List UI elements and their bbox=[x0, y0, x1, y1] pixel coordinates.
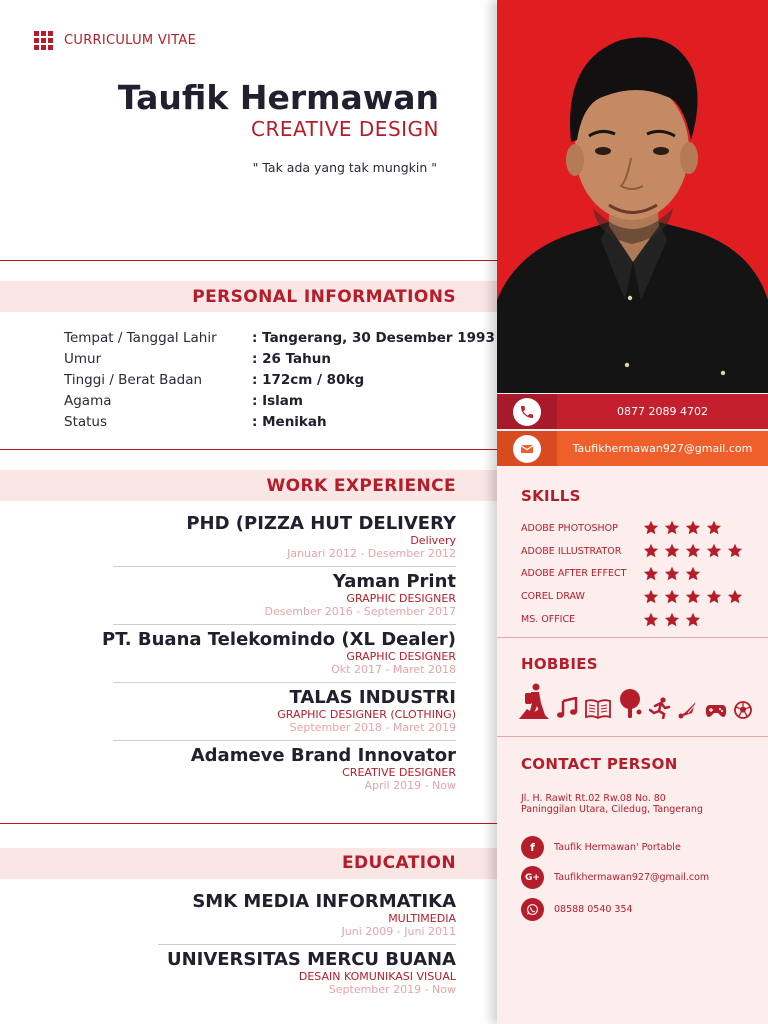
star-rating bbox=[643, 566, 701, 582]
book-icon bbox=[585, 699, 611, 719]
phone-bar bbox=[497, 394, 768, 429]
sidebar bbox=[497, 0, 768, 1024]
star-rating bbox=[643, 520, 722, 536]
info-value: : Tangerang, 30 Desember 1993 bbox=[252, 330, 495, 347]
star-icon bbox=[685, 612, 701, 628]
star-icon bbox=[664, 543, 680, 559]
work-date: Januari 2012 - Desember 2012 bbox=[287, 547, 456, 560]
hiking-icon bbox=[519, 683, 549, 719]
star-icon bbox=[664, 589, 680, 605]
work-company: Yaman Print bbox=[332, 571, 456, 592]
work-item bbox=[102, 514, 456, 561]
star-icon bbox=[664, 612, 680, 628]
address-line: Paninggilan Utara, Ciledug, Tangerang bbox=[521, 804, 703, 815]
entry-divider bbox=[113, 682, 456, 683]
facebook-icon: f bbox=[521, 836, 544, 859]
work-list bbox=[102, 514, 456, 793]
section-title-personal: PERSONAL INFORMATIONS bbox=[192, 287, 456, 307]
info-value: : 26 Tahun bbox=[252, 351, 331, 368]
work-date: Okt 2017 - Maret 2018 bbox=[331, 663, 456, 676]
sidebar-divider bbox=[497, 637, 768, 638]
work-item bbox=[102, 630, 456, 677]
info-label: Agama bbox=[64, 392, 112, 409]
work-item bbox=[102, 688, 456, 735]
work-position: CREATIVE DESIGNER bbox=[342, 766, 456, 779]
work-position: Delivery bbox=[410, 534, 456, 547]
skill-name: MS. OFFICE bbox=[521, 614, 576, 626]
contact-person-title: CONTACT PERSON bbox=[521, 755, 678, 773]
education-item bbox=[158, 892, 456, 939]
info-label: Umur bbox=[64, 351, 102, 368]
address bbox=[521, 793, 703, 815]
school-name: UNIVERSITAS MERCU BUANA bbox=[166, 949, 456, 970]
work-date: April 2019 - Now bbox=[364, 779, 456, 792]
info-value: : Islam bbox=[252, 392, 303, 409]
email-bar bbox=[497, 431, 768, 466]
star-rating bbox=[643, 612, 701, 628]
star-icon bbox=[685, 566, 701, 582]
section-title-education: EDUCATION bbox=[341, 853, 456, 873]
section-title-work: WORK EXPERIENCE bbox=[266, 476, 456, 496]
badminton-icon bbox=[678, 699, 698, 719]
person-name: Taufik Hermawan bbox=[117, 78, 439, 117]
star-icon bbox=[685, 543, 701, 559]
google-plus-icon: G+ bbox=[521, 866, 544, 889]
contact-text: Taufikhermawan927@gmail.com bbox=[554, 872, 710, 883]
school-major: DESAIN KOMUNIKASI VISUAL bbox=[298, 970, 456, 983]
skill-row bbox=[521, 540, 743, 563]
star-icon bbox=[664, 520, 680, 536]
skill-row bbox=[521, 517, 743, 540]
cv-label-text: CURRICULUM VITAE bbox=[64, 33, 197, 48]
email-address[interactable]: Taufikhermawan927@gmail.com bbox=[572, 442, 753, 455]
info-value: : Menikah bbox=[252, 413, 327, 430]
info-row bbox=[64, 390, 495, 411]
info-row bbox=[64, 411, 495, 432]
contact-text: 08588 0540 354 bbox=[554, 904, 633, 915]
info-value: : 172cm / 80kg bbox=[252, 371, 365, 388]
star-icon bbox=[706, 520, 722, 536]
work-position: GRAPHIC DESIGNER bbox=[346, 592, 456, 605]
entry-divider bbox=[113, 624, 456, 625]
school-major: MULTIMEDIA bbox=[388, 912, 456, 925]
info-label: Tinggi / Berat Badan bbox=[64, 371, 203, 388]
star-icon bbox=[643, 543, 659, 559]
person-role: CREATIVE DESIGN bbox=[250, 117, 439, 141]
work-position: GRAPHIC DESIGNER bbox=[346, 650, 456, 663]
school-date: Juni 2009 - Juni 2011 bbox=[341, 925, 456, 938]
music-icon bbox=[556, 697, 578, 719]
skill-row bbox=[521, 585, 743, 608]
star-icon bbox=[685, 520, 701, 536]
school-date: September 2019 - Now bbox=[328, 983, 456, 996]
skill-row bbox=[521, 563, 743, 586]
school-name: SMK MEDIA INFORMATIKA bbox=[192, 891, 456, 912]
star-icon bbox=[643, 612, 659, 628]
work-company: PT. Buana Telekomindo (XL Dealer) bbox=[102, 629, 456, 650]
work-company: PHD (PIZZA HUT DELIVERY bbox=[186, 513, 456, 534]
skill-name: ADOBE PHOTOSHOP bbox=[521, 522, 618, 534]
work-company: Adameve Brand Innovator bbox=[190, 745, 456, 766]
work-item bbox=[102, 746, 456, 793]
star-icon bbox=[664, 566, 680, 582]
skills-list bbox=[521, 517, 743, 631]
running-icon bbox=[649, 697, 671, 719]
ping-pong-icon bbox=[618, 689, 642, 719]
education-list bbox=[158, 892, 456, 997]
hobbies-title: HOBBIES bbox=[521, 655, 598, 673]
hobbies-icons bbox=[519, 683, 752, 719]
info-row bbox=[64, 370, 495, 391]
contact-google-plus[interactable] bbox=[521, 866, 709, 889]
star-icon bbox=[643, 520, 659, 536]
contact-facebook[interactable] bbox=[521, 836, 681, 859]
personal-info-list bbox=[64, 328, 495, 432]
whatsapp-icon bbox=[521, 898, 544, 921]
skill-name: ADOBE AFTER EFFECT bbox=[521, 568, 627, 580]
star-icon bbox=[706, 543, 722, 559]
cv-label bbox=[34, 31, 196, 50]
entry-divider bbox=[113, 566, 456, 567]
profile-photo bbox=[497, 0, 768, 393]
work-position: GRAPHIC DESIGNER (CLOTHING) bbox=[277, 708, 456, 721]
contact-whatsapp[interactable] bbox=[521, 898, 633, 921]
address-line: Jl. H. Rawit Rt.02 Rw.08 No. 80 bbox=[521, 793, 666, 804]
phone-icon bbox=[513, 398, 541, 426]
work-item bbox=[102, 572, 456, 619]
star-icon bbox=[727, 589, 743, 605]
envelope-icon bbox=[513, 435, 541, 463]
skill-name: COREL DRAW bbox=[521, 591, 585, 603]
skill-row bbox=[521, 608, 743, 631]
personal-quote: " Tak ada yang tak mungkin " bbox=[252, 160, 437, 175]
entry-divider bbox=[113, 740, 456, 741]
divider bbox=[0, 260, 497, 261]
sidebar-divider bbox=[497, 736, 768, 737]
info-label: Tempat / Tanggal Lahir bbox=[64, 330, 217, 347]
phone-number[interactable]: 0877 2089 4702 bbox=[617, 405, 708, 418]
star-rating bbox=[643, 589, 743, 605]
work-company: TALAS INDUSTRI bbox=[289, 687, 456, 708]
education-item bbox=[158, 950, 456, 997]
divider bbox=[0, 823, 497, 824]
skill-name: ADOBE ILLUSTRATOR bbox=[521, 545, 622, 557]
star-icon bbox=[727, 543, 743, 559]
entry-divider bbox=[158, 944, 456, 945]
work-date: Desember 2016 - September 2017 bbox=[264, 605, 456, 618]
skills-title: SKILLS bbox=[521, 487, 581, 505]
football-icon bbox=[734, 701, 752, 719]
info-row bbox=[64, 349, 495, 370]
star-icon bbox=[643, 589, 659, 605]
star-icon bbox=[706, 589, 722, 605]
work-date: September 2018 - Maret 2019 bbox=[289, 721, 456, 734]
star-icon bbox=[685, 589, 701, 605]
email-icon-box bbox=[497, 431, 557, 466]
divider bbox=[0, 449, 497, 450]
gamepad-icon bbox=[705, 703, 727, 719]
info-row bbox=[64, 328, 495, 349]
contact-text: Taufik Hermawan' Portable bbox=[554, 842, 681, 853]
grid-icon bbox=[34, 31, 53, 50]
info-label: Status bbox=[64, 413, 108, 430]
phone-icon-box bbox=[497, 394, 557, 429]
star-rating bbox=[643, 543, 743, 559]
star-icon bbox=[643, 566, 659, 582]
